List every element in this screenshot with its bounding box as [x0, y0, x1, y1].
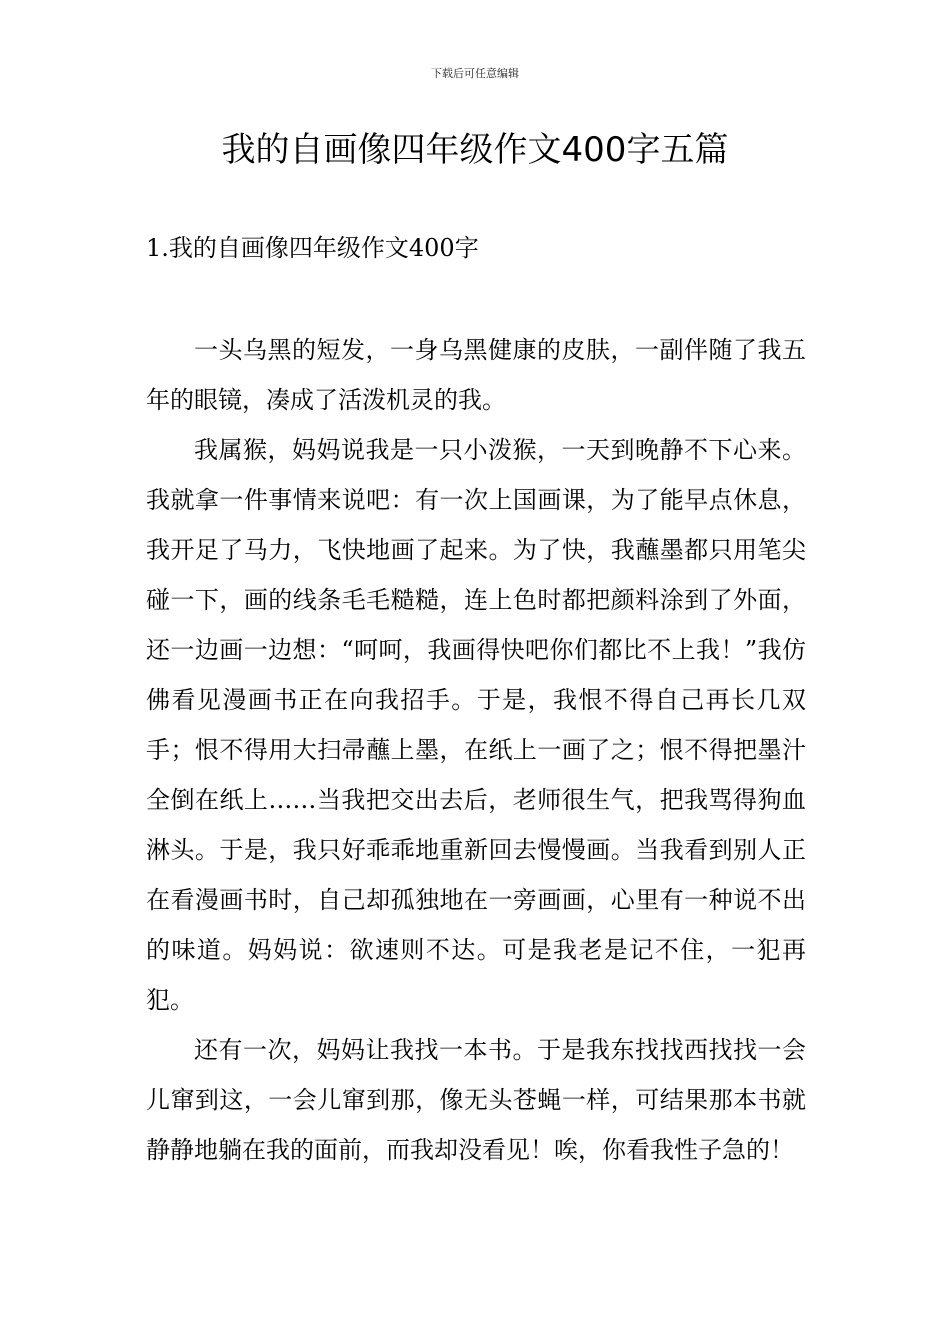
paragraph-3: 还有一次，妈妈让我找一本书。于是我东找找西找找一会儿窜到这，一会儿窜到那，像无头苍蝇一样，可结果那本书就静静地躺在我的面前，而我却没看见！唉，你看我性子急的！: [146, 1036, 806, 1164]
document-title: 我的自画像四年级作文400字五篇: [221, 130, 729, 170]
header-note: 下载后可任意编辑: [431, 67, 519, 80]
paragraph-1: 一头乌黑的短发，一身乌黑健康的皮肤，一副伴随了我五年的眼镜，凑成了活泼机灵的我。: [146, 336, 806, 414]
essay-body: [146, 325, 806, 1175]
section-heading: 1.我的自画像四年级作文400字: [146, 234, 479, 262]
paragraph-2: 我属猴，妈妈说我是一只小泼猴，一天到晚静不下心来。我就拿一件事情来说吧：有一次上国画课，为了能早点休息，我开足了马力，飞快地画了起来。为了快，我蘸墨都只用笔尖碰一下，画的线条毛毛糙糙，连上色时都把颜料涂到了外面，还一边画一边想：“呵呵，我画得快吧你们都比不上我！”我仿佛看见漫画书正在向我招手。于是，我恨不得自己再长几双手；恨不得用大扫帚蘸上墨，在纸上一画了之；恨不得把墨汁全倒在纸上……当我把交出去后，老师很生气，把我骂得狗血淋头。于是，我只好乖乖地重新回去慢慢画。当我看到别人正在看漫画书时，自己却孤独地在一旁画画，心里有一种说不出的味道。妈妈说：欲速则不达。可是我老是记不住，一犯再犯。: [146, 436, 806, 1014]
